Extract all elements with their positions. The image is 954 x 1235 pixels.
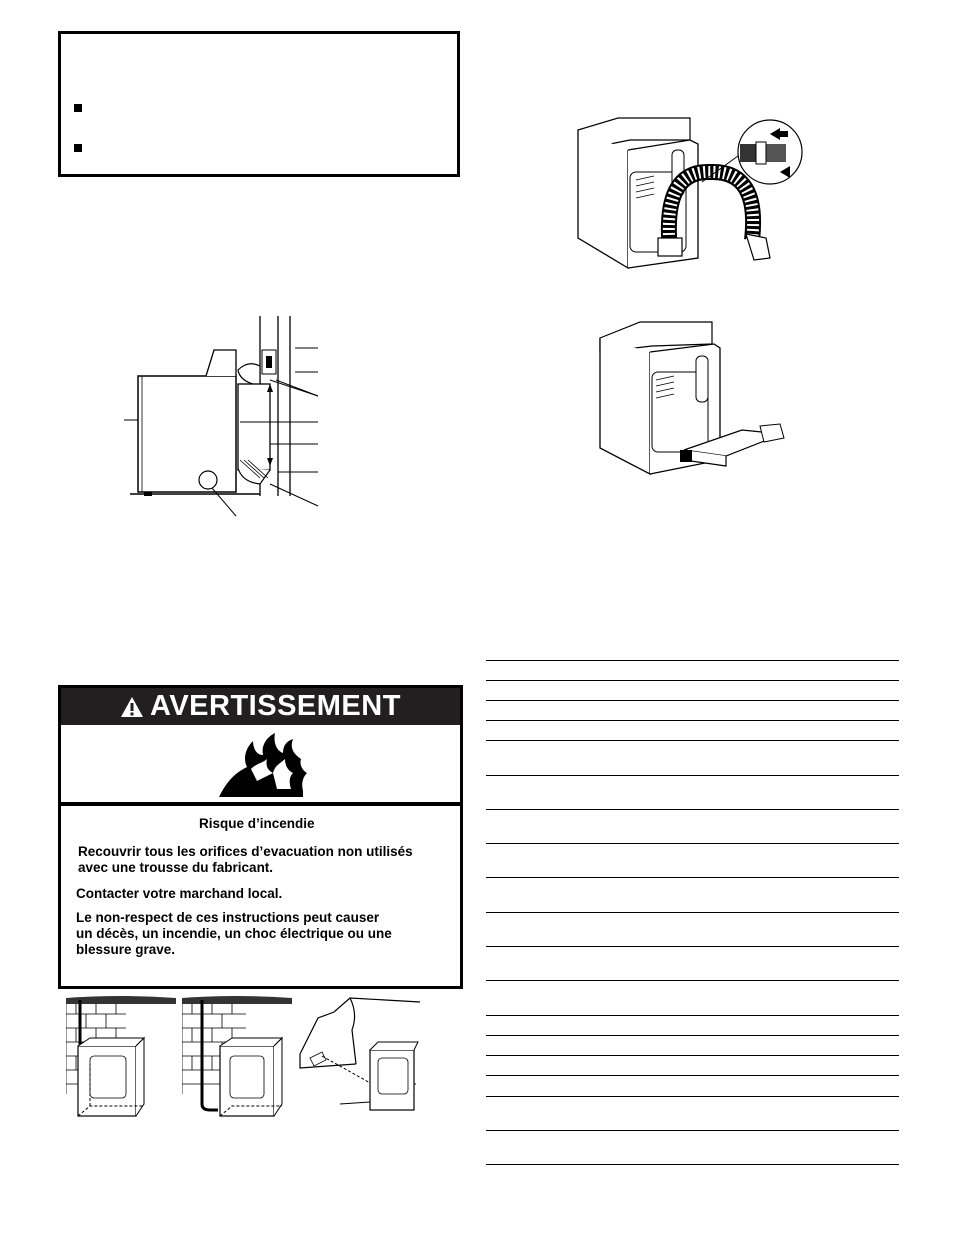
- dryer-side-view-periscope-figure: [120, 310, 330, 520]
- table-rule: [486, 740, 899, 741]
- table-rule: [486, 1096, 899, 1097]
- table-rule: [486, 720, 899, 721]
- table-rule: [486, 680, 899, 681]
- dryer-vent-box-figure: [592, 312, 792, 482]
- warning-icon-area: [61, 725, 460, 804]
- table-rule: [486, 1035, 899, 1036]
- table-rule: [486, 980, 899, 981]
- table-rule: [486, 700, 899, 701]
- warning-instruction-line-2: avec une trousse du fabricant.: [78, 860, 274, 875]
- warning-header: [61, 688, 460, 725]
- table-rule: [486, 1075, 899, 1076]
- warning-contact-line: Contacter votre marchand local.: [76, 886, 283, 901]
- table-rule: [486, 1130, 899, 1131]
- table-rule: [486, 1164, 899, 1165]
- warning-triangle-icon: [120, 696, 144, 718]
- table-rule: [486, 1055, 899, 1056]
- fire-hazard-icon: [217, 733, 309, 799]
- note-box: [58, 31, 460, 177]
- warning-body: [61, 804, 460, 986]
- table-rule: [486, 946, 899, 947]
- table-rule: [486, 843, 899, 844]
- vent-down-figure: [182, 994, 294, 1126]
- table-rule: [486, 877, 899, 878]
- table-rule: [486, 809, 899, 810]
- warning-consequence-line-1: Le non-respect de ces instructions peut causer: [76, 910, 380, 925]
- warning-title: Risque d’incendie: [199, 816, 315, 831]
- vent-side-figure: [296, 994, 422, 1126]
- dryer-flexible-hose-figure: [570, 110, 810, 275]
- vent-up-figure: [66, 994, 176, 1126]
- warning-instruction-line-1: Recouvrir tous les orifices d’evacuation non utilisés: [78, 844, 413, 859]
- note-bullet-1: [74, 104, 82, 112]
- note-bullet-2: [74, 144, 82, 152]
- warning-consequence-line-3: blessure grave.: [76, 942, 176, 957]
- warning-header-text: AVERTISSEMENT: [150, 690, 401, 722]
- table-rule: [486, 775, 899, 776]
- warning-box: [58, 685, 463, 989]
- table-rule: [486, 660, 899, 661]
- table-rule: [486, 912, 899, 913]
- warning-consequence-line-2: un décès, un incendie, un choc électrique ou une: [76, 926, 392, 941]
- table-rule: [486, 1015, 899, 1016]
